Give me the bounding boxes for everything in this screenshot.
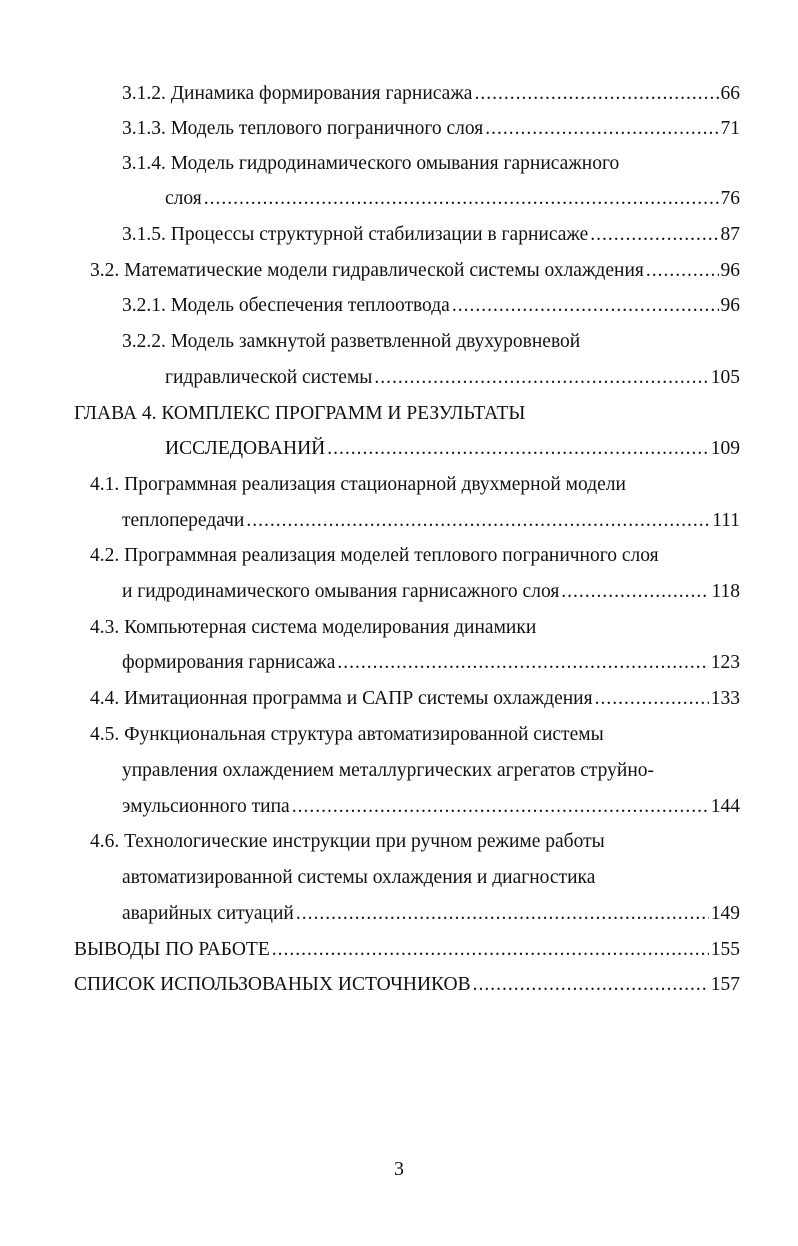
toc-entry-continuation: [122, 795, 740, 819]
toc-entry-continuation: [122, 509, 740, 533]
toc-title: слоя: [165, 188, 202, 209]
toc-title: 3.1.5. Процессы структурной стабилизации в гарнисаже: [122, 224, 589, 245]
toc-title: формирования гарнисажа: [122, 652, 336, 673]
toc-entry: [122, 223, 740, 247]
toc-page: 149: [710, 903, 740, 924]
toc-entry-continuation: [122, 580, 740, 604]
section-title: ВЫВОДЫ ПО РАБОТЕ: [74, 939, 270, 960]
toc-leader: [246, 509, 710, 533]
toc-entry-continuation: [122, 902, 740, 926]
toc-entry: [90, 544, 659, 568]
toc-page: 133: [710, 688, 740, 709]
toc-leader: [473, 973, 709, 997]
toc-leader: [272, 938, 709, 962]
chapter-title: ИССЛЕДОВАНИЙ: [165, 438, 326, 459]
toc-leader: [474, 82, 718, 106]
toc-leader: [485, 117, 718, 141]
toc-page: 96: [720, 260, 740, 281]
toc-entry: [90, 616, 536, 640]
toc-entry-continuation: [122, 651, 740, 675]
toc-page: 111: [712, 510, 740, 531]
toc-title: 3.1.2. Динамика формирования гарнисажа: [122, 83, 473, 104]
toc-page: 87: [720, 224, 740, 245]
toc-title: 4.4. Имитационная программа и САПР системы охлаждения: [90, 688, 593, 709]
toc-title: аварийных ситуаций: [122, 903, 294, 924]
toc-leader: [374, 366, 708, 390]
toc-entry: [90, 687, 740, 711]
toc-entry: [90, 259, 740, 283]
toc-title: 4.2. Программная реализация моделей теплового пограничного слоя: [90, 545, 659, 566]
toc-leader: [452, 294, 719, 318]
toc-entry: [122, 117, 740, 141]
toc-title: гидравлической системы: [165, 367, 373, 388]
toc-page: 76: [720, 188, 740, 209]
toc-entry: [122, 82, 740, 106]
toc-entry-continuation: [165, 366, 740, 390]
toc-leader: [590, 223, 718, 247]
toc-title: 3.2.1. Модель обеспечения теплоотвода: [122, 295, 450, 316]
chapter-title: ГЛАВА 4. КОМПЛЕКС ПРОГРАММ И РЕЗУЛЬТАТЫ: [74, 403, 526, 424]
toc-title: 4.1. Программная реализация стационарной двухмерной модели: [90, 474, 626, 495]
toc-title: 3.2.2. Модель замкнутой разветвленной двухуровневой: [122, 331, 581, 352]
toc-leader: [327, 437, 709, 461]
page-number: 3: [394, 1158, 404, 1180]
toc-title: 4.3. Компьютерная система моделирования динамики: [90, 617, 537, 638]
toc-leader: [296, 902, 709, 926]
toc-page: 109: [710, 438, 740, 459]
toc-title: автоматизированной системы охлаждения и диагностика: [122, 867, 596, 888]
toc-entry: [90, 473, 626, 497]
section-title: СПИСОК ИСПОЛЬЗОВАНЫХ ИСТОЧНИКОВ: [74, 974, 471, 995]
toc-leader: [646, 259, 719, 283]
toc-leader: [561, 580, 709, 604]
toc-page: 123: [710, 652, 740, 673]
toc-section: [74, 973, 740, 997]
toc-leader: [337, 651, 708, 675]
toc-page: 144: [710, 796, 740, 817]
toc-title: эмульсионного типа: [122, 796, 290, 817]
toc-entry: [90, 830, 605, 854]
toc-page: 118: [711, 581, 740, 602]
toc-page: 96: [720, 295, 740, 316]
toc-page: 155: [710, 939, 740, 960]
toc-entry: [122, 152, 619, 176]
toc-title: 3.1.4. Модель гидродинамического омывания гарнисажного: [122, 153, 620, 174]
toc-title: 3.2. Математические модели гидравлической системы охлаждения: [90, 260, 644, 281]
toc-title: и гидродинамического омывания гарнисажного слоя: [122, 581, 560, 602]
toc-entry: [122, 330, 580, 354]
toc-entry-continuation: [165, 187, 740, 211]
toc-entry: [122, 294, 740, 318]
toc-chapter: [74, 402, 525, 426]
toc-entry-continuation: [122, 866, 595, 890]
toc-title: управления охлаждением металлургических агрегатов струйно-: [122, 760, 655, 781]
toc-title: 4.5. Функциональная структура автоматизированной системы: [90, 724, 604, 745]
toc-page: 71: [720, 118, 740, 139]
toc-entry: [90, 723, 604, 747]
toc-leader: [204, 187, 719, 211]
toc-section: [74, 938, 740, 962]
toc-leader: [595, 687, 709, 711]
toc-leader: [292, 795, 709, 819]
toc-title: теплопередачи: [122, 510, 245, 531]
toc-chapter-continuation: [165, 437, 740, 461]
toc-page: 66: [720, 83, 740, 104]
toc-page: 105: [710, 367, 740, 388]
toc-title: 4.6. Технологические инструкции при ручном режиме работы: [90, 831, 605, 852]
toc-title: 3.1.3. Модель теплового пограничного слоя: [122, 118, 484, 139]
toc-entry-continuation: [122, 759, 654, 783]
toc-page: 157: [710, 974, 740, 995]
